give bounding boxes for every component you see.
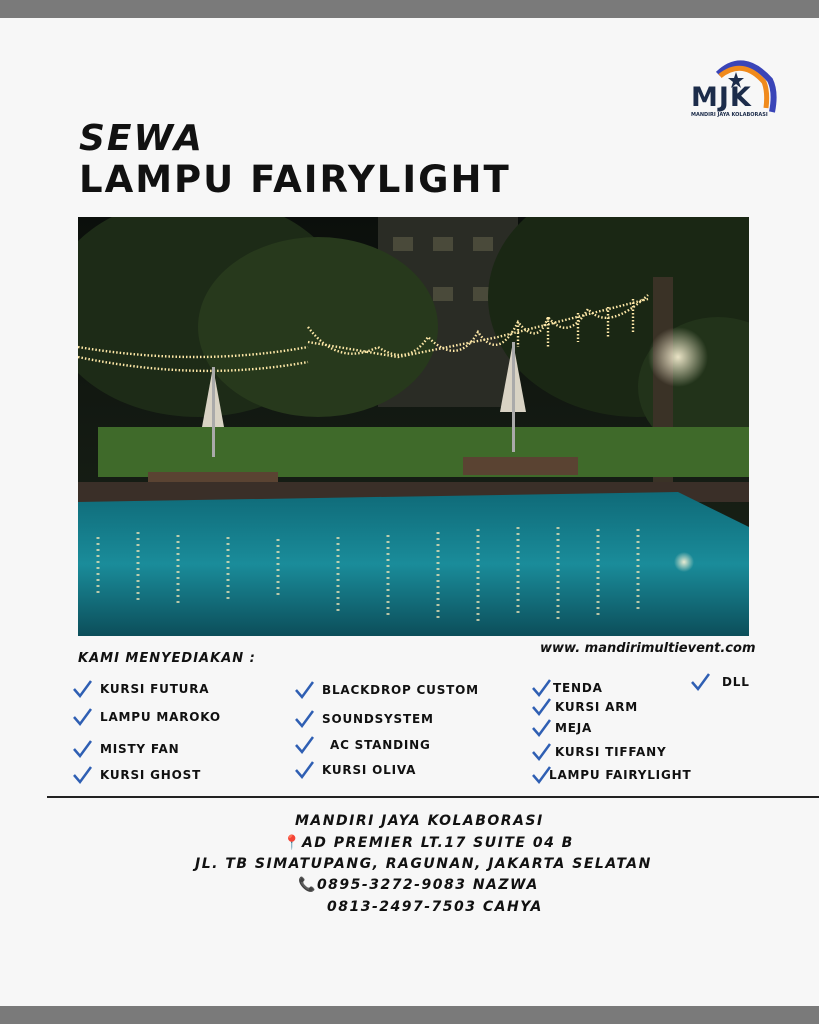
list-item [531,765,691,785]
footer-company: MANDIRI JAYA KOLABORASI [295,813,544,829]
fairylight-pool-photo [78,217,749,636]
footer-address-2: JL. TB SIMATUPANG, RAGUNAN, JAKARTA SELATAN [195,856,652,872]
list-item-label: DLL [722,675,750,689]
top-frame-bar [0,0,819,18]
checkmark-icon [294,735,314,755]
logo-text: MJK [691,82,752,113]
title-line-2: LAMPU FAIRYLIGHT [79,158,511,201]
checkmark-icon [72,765,92,785]
title-line-1: SEWA [79,118,204,159]
list-item [690,672,750,692]
list-item [72,679,209,699]
list-item-label: MISTY FAN [100,742,180,756]
list-item-label: KURSI GHOST [100,768,202,782]
list-item-label: LAMPU FAIRYLIGHT [549,768,692,782]
list-item-label: KURSI FUTURA [100,682,210,696]
company-logo [688,52,780,124]
website-url: www. mandirimultievent.com [540,641,756,656]
footer-address-1 [283,835,574,851]
checkmark-icon [531,678,551,698]
checkmark-icon [72,679,92,699]
list-item [294,760,416,780]
list-item [531,718,592,738]
checkmark-icon [294,709,314,729]
checkmark-icon [690,672,710,692]
footer-phone-1 [298,877,539,893]
footer-address-1-text: AD PREMIER LT.17 SUITE 04 B [301,835,574,851]
phone-icon: 📞 [298,877,317,893]
list-item-label: MEJA [555,721,593,735]
list-item-label: KURSI ARM [555,700,639,714]
list-item [294,709,434,729]
checkmark-icon [531,765,551,785]
logo-subtitle: MANDIRI JAYA KOLABORASI [691,112,768,118]
checkmark-icon [531,718,551,738]
list-item-label: AC STANDING [330,738,431,752]
list-item-label: KURSI OLIVA [322,763,417,777]
location-pin-icon: 📍 [283,835,302,851]
footer-phone-1-text: 0895-3272-9083 NAZWA [316,877,539,893]
list-item [531,742,666,762]
list-item [531,697,638,717]
checkmark-icon [72,739,92,759]
list-item-label: BLACKDROP CUSTOM [322,683,479,697]
checkmark-icon [531,742,551,762]
list-item [531,678,603,698]
list-item [72,739,179,759]
list-item-label: KURSI TIFFANY [555,745,667,759]
section-divider [47,796,819,798]
list-item [72,707,221,727]
list-item [294,735,431,755]
checkmark-icon [294,760,314,780]
list-item [294,680,479,700]
list-item-label: TENDA [553,681,603,695]
list-item [72,765,201,785]
list-item-label: LAMPU MAROKO [100,710,221,724]
checkmark-icon [294,680,314,700]
bottom-frame-bar [0,1006,819,1024]
footer-phone-2: 0813-2497-7503 CAHYA [327,899,543,915]
provide-heading: KAMI MENYEDIAKAN : [78,651,256,666]
list-item-label: SOUNDSYSTEM [322,712,434,726]
checkmark-icon [72,707,92,727]
checkmark-icon [531,697,551,717]
